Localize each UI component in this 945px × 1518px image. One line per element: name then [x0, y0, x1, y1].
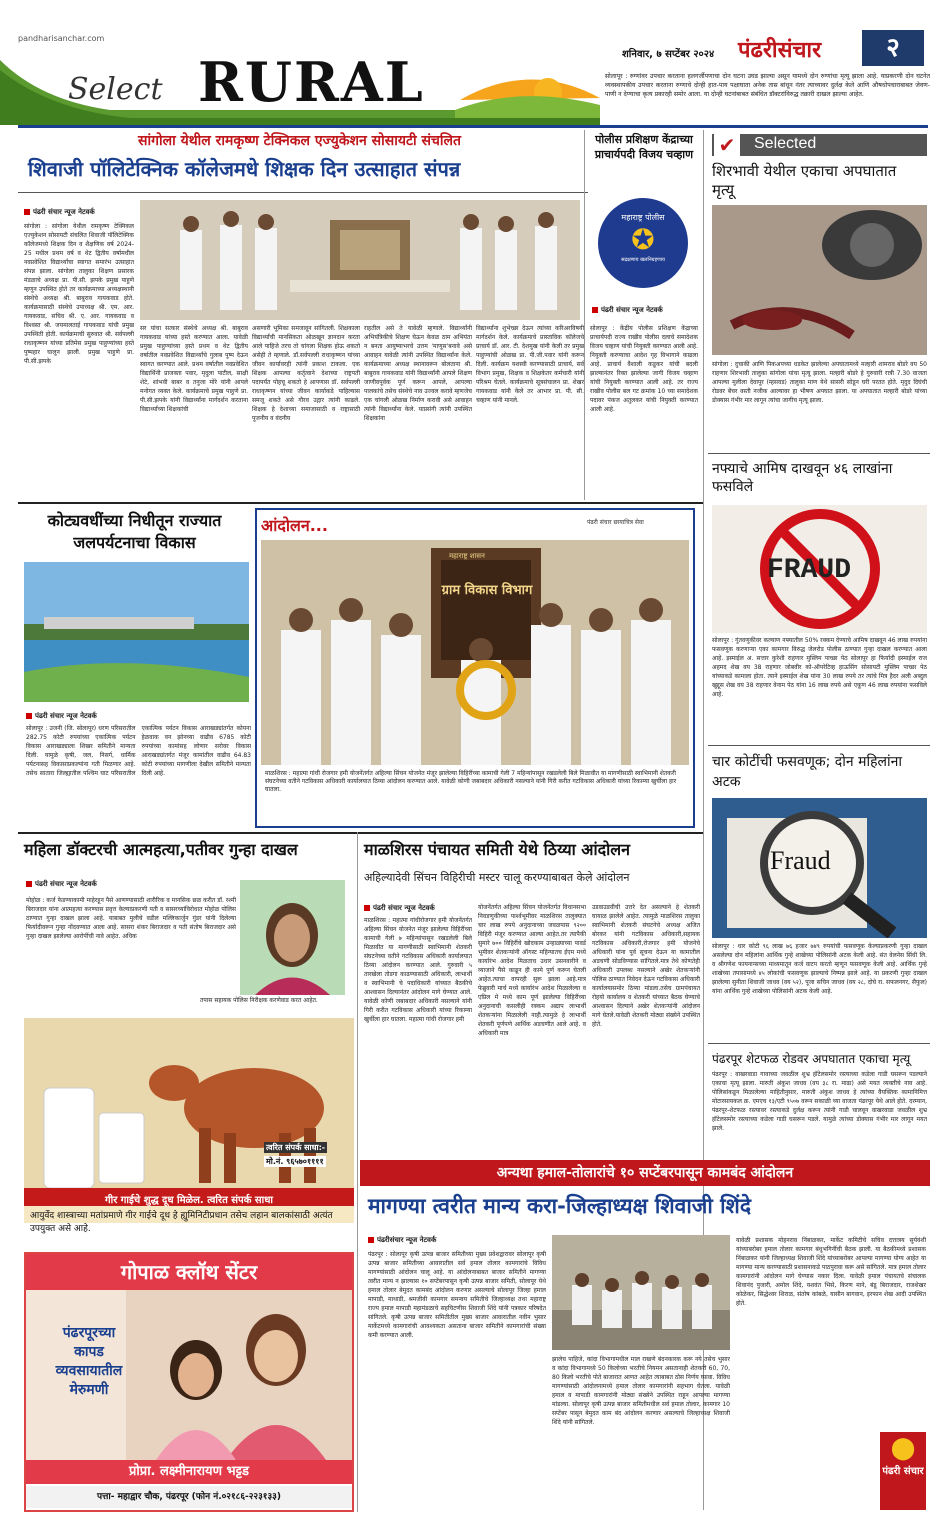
fraud2-image — [712, 798, 927, 938]
story1-col1: सांगोला : सांगोला येथील रामकृष्ण टेक्निकल एज्युकेशन सोसायटी संचलित शिवाजी पॉलिटेक्निक कॉलेजमध्ये शिक्षक दिन व शैक्षणिक वर्ष 2024-25 मधील प्रथम वर्ष व थेट द्वितीय वर्षामधील नवप्रवेशित विद्यार्थ्यांचा स्वागत समारंभ उत्साहात संपन्न झाला. सांगोला तालुका शिक्षण प्रसारक मंडळाचे अध्यक्ष प्रा. पी.सी. झपके प्रमुख पाहुणे म्हणून उपस्थित होते तर कार्यक्रमाच्या अध्यक्षस्थानी संस्थेचे अध्यक्ष श्री. बाबुराव गायकवाड होते. कार्यक्रमासाठी संस्थेचे उपाध्यक्ष श्री. एम. आर. गायकवाड, सचिव श्री. ए. आर. गायकवाड व विश्वस्त श्री. जयमालताई गायकवाड यांची प्रमुख उपस्थिती होती. कार्यक्रमाची सुरुवात श्री. सर्वपल्ली राधाकृष्णन यांच्या प्रतिमेस प्रमुख पाहुण्यांच्या हस्ते पुष्पहार घालून झाली. प्रमुख पाहुणे प्रा. पी.सी.झपके — [24, 223, 134, 365]
police-headline: पोलीस प्रशिक्षण केंद्राच्या प्राचार्यपदी विजय चव्हाण — [594, 133, 694, 161]
story1-kicker: सांगोला येथील रामकृष्ण टेक्निकल एज्युकेशन सोसायटी संचलित — [138, 133, 461, 149]
malshiras-sub: अहिल्यादेवी सिंचन विहिरीची मस्टर चालू करण्याबाबत केले आंदोलन — [364, 871, 630, 884]
doctor-byline: पंढरी संचार न्यूज नेटवर्क — [26, 880, 97, 889]
rule — [18, 192, 588, 193]
sign-main: ग्राम विकास विभाग — [441, 583, 533, 598]
top-brief: सोलापूर : रुग्णांवर उपचार करताना हलगर्जीपणाचा दोन घटना उघड झाल्या असून यामध्ये दोन रुग्णांचा मृत्यू झाला आहे. याप्रकरणी दोन घटनेत व्यवस्थापकीय उपचार करताना रुग्णाचे दोन्ही हात-पाय पक्षाघाता अनेक तास बांधून नंतर त्याच्यावर दुर्लक्ष केले आणि औषधोपचाराबाबत जेवण-पाणी न देण्याचा कृत्य प्रकारही समोर आला. या दोन्ही घटनांबाबत संबंधित डॉक्टरांविरुद्ध तक्रारी दाखल झाल्या आहेत. — [605, 73, 930, 98]
milk-banner-text: गीर गाईचे शुद्ध दूध मिळेल. त्वरित संपर्क साधा — [105, 1195, 273, 1206]
milk-mobile[interactable]: मो.नं. ९६५७०११११ — [266, 1157, 324, 1166]
andolan-caption: माळशिरस : महात्मा गांधी रोजगार हमी योजनेंतर्गत अहिल्या सिंचन योजनेत मंजूर झालेल्या विहिरींच्या कामाची गेली 7 महिन्यांपासून रखडलेली बिले मिळावीत या मागणीसाठी स्वाभिमानी शेतकरी संघटनेच्या वतीने गटविकास अधिकारी कार्यालयात ठिय्या आंदोलन करण्यात आले. यावेळी कोणी जबाबदार अधिकारी नसल्याने यांनी गिरी करीत गटविकास अधिकारी यांच्या रिकाम्या खुर्चीला हार घातला. — [265, 770, 677, 793]
jalparyatan-headline: कोट्यवधींच्या निधीतून राज्यात जलपर्यटनाचा विकास — [47, 511, 222, 552]
selected-tag — [712, 134, 927, 156]
cloth-line4: मेरुमणी — [69, 1382, 109, 1398]
page-number-text: २ — [886, 33, 900, 63]
rule — [708, 745, 930, 746]
milk-banner — [24, 1188, 354, 1206]
rule — [708, 453, 930, 454]
cloth-tagline — [34, 1324, 144, 1400]
rule — [18, 502, 703, 504]
dam-photo — [24, 562, 249, 702]
malshiras-headline: माळशिरस पंचायत समिती येथे ठिय्या आंदोलन — [364, 840, 631, 859]
cloth-line1: पंढरपूरच्या — [62, 1325, 116, 1341]
doctor-photo-caption: तपास सहायक पोलिस निरीक्षक करणेवाड करत आहेत. — [200, 997, 318, 1004]
hamal-col3: यावेळी प्रशासक मोहनराव निंबाळकर, मार्केट कमिटीचे सचिव दत्तात्रय सुर्यवंशी यांच्याबरोबर हमाल तोलार कामगार बंधुभगिनींची बैठक झाली. या बैठकीमध्ये प्रशासक निंबाळकर यांनी जिल्हाध्यक्ष शिवाजी शिंदे यांच्याबरोबर आपल्या मागण्या योग्य आहेत या मागण्या मान्य करण्यासाठी प्रशासनाकडे पाठपुरावा करू असे सांगितले. मात्र हमाल तोलार कामगारांनी आंदोलन मागे घेण्यास नकार दिला. यावेळी हमाल पंचायतचे संचालक शिवानंद पुजारी, अमोल शिंदे, यशवंत भिसे, किरण माने, बंडू बिराजदार, राजशेखर कोळेकर, सिद्धेश्वर शिराळ, संतोष कांबळे, यासीन बागवान, इरफान शेख आदी उपस्थित होते. — [736, 1237, 926, 1307]
police-star-icon: ✪ — [631, 223, 655, 256]
check-icon: ✔ — [714, 132, 740, 158]
cloth-owner-bar — [26, 1460, 352, 1484]
police-byline: पंढरी संचार न्यूज नेटवर्क — [592, 306, 663, 315]
story1-kicker-bar — [18, 130, 581, 152]
fraud1-body: सोलापूर : गुंतवणुकीवर कल्याण नफ्यातील 50% रक्कम देण्याचे आमिष दाखवून 46 लाख रुपयांना फसवणूक करणाऱ्या एका कामगार विरुद्ध जेलरोड पोलीस ठाण्यात गुन्हा दाखल करण्यात आला आहे. इस्माईल अ. सत्तार कुरेशी राहणार मुस्लिम पाच्छा पेठ सोलापूर हा फिर्यादी इस्माईल राज अहमद शेख वय 38 राहणार जोबवीर को-ऑपरेटिव्ह हाऊसिंग सोसायटी मुस्लिम पाच्छा पेठ यांच्याकडे कामाला होता. त्याने इस्माईल शेख यांना 30 लाख रुपये तर त्यांचे मित्र हैदर अली अब्दुल खुद्दूस शेख वय 38 राहणार वेनाम पेठ यांना 16 लाख रुपये असे एकूण 46 लाख रुपयांना फसविले आहे. — [712, 637, 927, 698]
story1-col4: राहतील असे ते यावेळी म्हणाले. विद्यार्थ्यांनी अभियंत्रिकीचे शिक्षण घेऊन केवळ ठाम अभियंता न बनता आयुष्याभरचे उत्तम 'माणूस'बनावे असे आवाहन यावेळी त्यांनी उपस्थित विद्यार्थ्यांना केले. कार्यक्रमाच्या अध्यक्ष स्थानावरून बोलताना श्री. बाबुराव गायकवाड यांनी विद्यार्थ्यांनी आपले शिक्षण जाणीवपूर्वक पूर्ण करून आपले, आपल्या पालकांचे तसेच संस्थेचे नाव उज्वल करावे म्हणजेच एक चांगली ओळख निर्माण करावी असे आवाहन त्यांनी विद्यार्थ्यांना केले. याप्रसंगी त्यांनी उपस्थित शिक्षकांना — [364, 325, 472, 422]
cow-image — [24, 1018, 354, 1198]
story1-headline: शिवाजी पॉलिटेक्निक कॉलेजमधे शिक्षक दिन उत्साहात संपन्न — [28, 157, 461, 181]
divider — [357, 832, 358, 1512]
milk-tagline: आयुर्वेद शास्त्राच्या मतांप्रमाणे गीर गाईचे दूध हे ह्युमिनिटीप्रधान तसेच लहान बालकांसाठी अत्यंत उपयुक्त असे आहे. — [30, 1211, 333, 1234]
hamal-kicker-bar — [360, 1160, 930, 1186]
cloth-line2: कापड — [74, 1344, 104, 1360]
corner-logo — [880, 1432, 926, 1510]
fraud1-headline: नफ्याचे आमिष दाखवून ४६ लाखांना फसविले — [712, 461, 893, 495]
police-logo-bottom: सद्रक्षणाय खलनिग्रहणाय — [621, 257, 665, 263]
page-number — [862, 30, 924, 66]
andolan-credit: पंढरी संचार छायाचित्र सेवा — [587, 519, 644, 526]
rule — [708, 1043, 930, 1044]
fraud1-image-text: FRAUD — [767, 555, 852, 586]
rule — [18, 125, 928, 128]
police-logo — [598, 198, 688, 288]
malshiras-col1: माळशिरस : महात्मा गांधीरोजगार हमी योजनेंतर्गत अहिल्या सिंचन योजनेत मंजूर झालेल्या विहिरींच्या कामाची गेली ७ महिन्यांपासून रखडलेली बिले मिळावीत या मागणीसाठी स्वाभिमानी शेतकरी संघटनेच्या वतीने गटविकास अधिकारी कार्यालयात ठिय्या आंदोलन करण्यात आले. गुरुवारी ५ तारखेला तोडगा काढण्यासाठी अधिकारी, लाभार्थी व स्वाभिमानी चे पदाधिकारी यांच्यात बैठकीचे आश्वासन दिल्यानंतर आंदोलन मागे घेण्यात आले. यावेळी कोणी जबाबदार अधिकारी नसल्याने यांनी गिरी करीत गटविकास अधिकारी यांच्या रिकाम्या खुर्चीला हार घातला. महात्मा गांधी रोजगार हमी — [364, 917, 472, 1023]
doctor-headline: महिला डॉक्टरची आत्महत्या,पतीवर गुन्हा दाखल — [24, 840, 298, 859]
cloth-ad — [24, 1252, 354, 1512]
rural-word: RURAL — [198, 50, 425, 114]
cloth-title: गोपाळ क्लॉथ सेंटर — [120, 1260, 258, 1284]
rule — [18, 832, 703, 834]
malshiras-col3: उडवाउडवीची उत्तरे देत असल्याने हे शेतकरी घायाळ झालेले आहेत. त्यामुळे माळशिरस तालुका स्वाभिमानी शेतकरी संघटनेचे अध्यक्ष अजित बोरकर यांनी गटविकास अधिकारी,सहायक गटविकास अधिकारी,रोजगार हमी योजनेचे अधिकारी यांना पूर्व सूचना देऊन या कामातील अडचणी सोडविण्यास सांगितले.मात्र तेथे कोणतेही अधिकारी उपलब्ध नसल्याने अखेर शेतकऱ्यांनी पोलिस ठाण्यात निवेदन देऊन गटविकास अधिकारी कार्यालयासमोर ठिय्या मांडला.तसेच ग्रामपंचायत रोहयो कार्यालय व शेतकरी यांच्यात बैठक घेण्याचे आश्वासन दिल्याने अखेर शेतकऱ्यांनी आंदोलन मागे घेतले.यावेळी शेतकरी मोठ्या संख्येने उपस्थित होते. — [592, 904, 700, 1028]
police-body: सोलापूर : केंद्रीय पोलीस प्रशिक्षण केंद्राच्या प्राचार्यपदी राज्य राखीव पोलीस दलाचे समादेशक विजय चव्हाण यांची नियुक्ती करण्यात आली आहे. नियुक्ती करण्याचा आदेश गृह विभागाने काढला आहे. प्राचार्य वैशाली कडूकर यांची बदली झाल्यानंतर रिक्त झालेल्या जागी विजय चव्हाण यांची नियुक्ती करण्यात आली आहे. तर राज्य राखीव पोलीस बल गट क्रमांक 10 च्या समादेशक पदावर पंकज अतुलकर यांची नियुक्ती करण्यात आली आहे. — [590, 325, 698, 413]
corner-logo-text: पंढरी संचार — [882, 1466, 924, 1477]
masthead — [0, 0, 945, 125]
fraud2-body: सोलापूर : धार कोटी ९६ लाख ७६ हजार ७४९ रुपयांची फसवणूक केल्याप्रकरणी गुन्हा दाखल असलेल्या दोन महिलांना आर्थिक गुन्हे शाखेच्या पोलिसांनी अटक केली आहे. संत वेलनेस सिंधी लि. व श्रीगणेश फायनान्सच्या माध्यमातून कर्ज वाटप करतो म्हणून फसवणूक केली आहे. आर्थिक गुन्हे शाखेच्या तपासामध्ये ४५ लोकांची फसवणूक झाल्याचे निष्पन्न झाले आहे. या प्रकरणी गुन्हा दाखल झालेल्या सुनीता शिवाजी जाधव (वय ५२), पूजा सचिन जाधव (वय २८, दोघे रा. सफलनगर, सैफुल) यांना आर्थिक गुन्हे शाखेच्या पोलिसांनी अटक केली आहे. — [712, 943, 927, 995]
andolan-box — [255, 508, 695, 828]
divider — [584, 130, 585, 500]
hamal-byline: पंढरीसंचार न्यूज नेटवर्क — [368, 1236, 436, 1245]
cloth-owner: प्रोप्रा. लक्ष्मीनारायण भट्टड — [129, 1464, 249, 1479]
story1-col3: असणारी भूमिका समजावून सांगितली. शिक्षकाला विद्यार्थ्यांची मानसिकता ओळखून ज्ञानदान करता आले पाहिजे तरच तो चांगला शिक्षक होऊ शकतो असेही ते म्हणाले. डॉ.सर्वपल्ली राधाकृष्णन यांच्या जीवन कार्यावरही त्यांनी प्रकाश टाकला. एक शिक्षक आपल्या कर्तृत्वाने देशाच्या राष्ट्रपती पदापर्यंत पोहचू शकतो हे आपणास डॉ. सर्वपल्ली राधाकृष्णन यांच्या जीवन कार्याकडे पाहिल्यास समजू शकते असे गौरव उद्गार त्यांनी काढले. शिक्षक हे देशाच्या समाजासाठी व राष्ट्रासाठी पूजनीय व वंदनीय — [252, 325, 360, 422]
story1-col2: सर यांचा सत्कार संस्थेचे अध्यक्ष श्री. बाबुराव गायकवाड यांच्या हस्ते करण्यात आला. यावेळी प्रमुख पाहुण्यांच्या हस्ते प्रथम व थेट द्वितीय वर्षातील नवप्रवेशित विद्यार्थ्यांचे गुलाब पुष्प देऊन स्वागत करण्यात आले. प्रथम वर्षातील नवप्रवेशित विद्यार्थिनी प्राजक्ता पवार, मृदुला पाटील, साक्षी शेटे, शांभवी बाबर व तनुजा मोरे यांनी आपले मनोगत व्यक्त केले. कार्यक्रमाचे प्रमुख पाहुणे प्रा. पी.सी.झपके यांनी विद्यार्थ्यांना मार्गदर्शन करताना विद्यार्थ्यांच्या शिक्षकांची — [140, 325, 248, 413]
accident2-headline: पंढरपूर शेटफळ रोडवर अपघातात एकाचा मृत्यू — [712, 1052, 911, 1066]
malshiras-col2: योजनेंतर्गत अहिल्या सिंचन योजनेंतर्गत विधानसभा निवडणुकीच्या पार्श्वभूमीवर माळशिरस तालुक्यात चार लाख रुपये अनुदानाच्या जवळपास ९२०० विहिरी मंजूर करण्यात आल्या आहेत.तर त्यापैकी सुमारे ७०० विहिरींचे खोदकाम उन्हाळ्याच्या पावर्ड भूमीवर शेतकऱ्यांनी ऑगस्ट महिन्यातच ईएम मध्ये कार्यारंभ आदेश मिळताच उधार उसनवारीने व व्याजाने पैसे काढून ही कामे पूर्ण करून घेतली आहेत.त्याचा वापरही सुरू झाला आहे.मात्र फेब्रुवारी मार्च मध्ये कार्यारंभ आदेश मिळालेल्या व एप्रिल मे मध्ये काम पूर्ण झालेल्या विहिरींच्या अनुदानाची कसलीही रक्कम अद्याप लाभार्थी शेतकऱ्यांना मिळालेली नाही.त्यामुळे हे लाभार्थी शेतकरी पूर्णपणे आर्थिक अडचणीत आले आहे. व अधिकारी मात्र — [478, 904, 586, 1037]
cloth-address: पत्ता- महाद्वार चौक, पंढरपूर (फोन नं.०२१८६-२२३१३३) — [26, 1486, 352, 1508]
andolan-photo — [261, 540, 689, 765]
fraud2-headline: चार कोटींची फसवणूक; दोन महिलांना अटक — [712, 754, 903, 790]
doctor-photo — [240, 880, 345, 995]
doctor-body: मोहोळ : कर्ज फेडण्याकामी माहेरहून पैसे आणण्यासाठी शारीरिक व मानसिक छळ करीत डॉ. रश्मी बिराजदार यांना आत्महत्या करण्यास प्रवृत्त केल्याप्रकरणी पती व सासरच्यांविरोधात मोहोळ पोलिस ठाण्यात गुन्हा दाखल झाला आहे. याबाबत मुलीचे वडील मल्लिकार्जुन गुंडर यांनी दिलेल्या फिर्यादीवरून गुन्हा नोंदवण्यात आला आहे. सासरा शंकर बिराजदार व पती संतोष बिराजदार असे गुन्हा दाखल झालेल्या आरोपींची नावे आहेत. अधिक — [26, 897, 236, 940]
milk-contact-label: त्वरित संपर्क साधा:- — [266, 1143, 326, 1152]
hamal-photo — [552, 1235, 730, 1350]
location-pin-icon: ⬤ — [890, 1436, 916, 1461]
hamal-headline: मागण्या त्वरीत मान्य करा-जिल्हाध्यक्ष शिवाजी शिंदे — [368, 1194, 751, 1218]
accident2-body: पंढरपूर : वाखरवाडा गावाच्या जवळील शुभ्र हॉटेलसमोर रस्त्याच्या कडेला गाडी घसरून पडल्याने एकाचा मृत्यू झाला. मारुती अंकुश जाधव (वय ३८ रा. माढा) असे मयत व्यक्तीचे नाव आहे. पोलिसांकडून मिळालेल्या माहितीनुसार, मारुती अंकुश जाधव हे त्यांच्या वैयक्तिक कामानिमित्त मोटारसायकल क्र. एमएच १३/एटी ९५०७ वरून सकाळी च्या वाजता पंढरपूर येथे आले होते. दरम्यान, पंढरपूर-शेटफळ रस्त्यावर रस्त्याकडे दुर्लक्ष करून त्यांनी गाडी चालवून वाखरवाडा जवळील शुभ्र हॉटेलसमोर रस्त्याच्या कडेला गाडी घसरून पडले. यामुळे त्यांच्या डोक्यास गंभीर मार लागून मयत झाले. — [712, 1071, 927, 1132]
jalparyatan-body: सोलापूर : उजनी (जि. सोलापूर) धरण परिसरातील 282.75 कोटी रुपयांच्या एकात्मिक पर्यटन विकास आराखड्याला शिखर समितीने मान्यता दिली. यामुळे कृषी, जल, निसर्ग, धार्मिक पर्यटनासह विकासाप्रकल्पांना गती मिळणार आहे. तसेच सातारा जिल्ह्यातील पश्चिम घाट परिसरातील एकात्मिक पर्यटन विकास आराखड्यांतर्गत कोयना हेळवाक वन झोनच्या वाढीव 6785 कोटी रुपयांच्या कामांसह लोणार सरोवर विकास आराखड्यांतर्गत मंजूर कामांतील वाढीव 64.83 कोटी रुपयांच्या मागणीला देखील समितीने मान्यता दिली आहे. — [26, 725, 251, 777]
police-logo-top: महाराष्ट्र पोलीस — [621, 213, 665, 222]
selected-body: सांगोला : दुचाकी आणि पिकअपच्या धडकेत झालेल्या अपघातामध्ये मल्हारी शामराव बोडरे वय 50 राहणार शिरभावी तालुका सांगोला यांचा मृत्यू झाला. मल्हारी बोडरे हे गुरुवारी रात्री 7.30 वाजता आपल्या मुलीला देवापूर (म्हसवड) तालुका माण येथे सासरी सोडून घरी परतत होते. मृदुद दिघंची रोडवर बेंचर वस्ती नजीक आल्यावर हा भीषण अपघात झाला. या अपघातात मल्हारी बोडरे यांच्या डोक्यास गंभीर मार लागून त्यांचा जागीच मृत्यू झाला. — [712, 361, 927, 404]
selected-headline: शिरभावी येथील एकाचा अपघातात मृत्यू — [712, 162, 897, 199]
hamal-col1: पंढरपूर : सोलापूर कृषी उत्पन्न बाजार समितीच्या मुख्य प्रवेशद्वारावर सोलापूर कृषी उत्पन्न बाजार समितीच्या आवारातील सर्व हमाल तोलार कामगारांचे विविध मागण्यांसाठी आंदोलन चालू आहे. या आंदोलनाबाबत बाजार समितीने मागण्या त्वरीत मान्य न झाल्यास १० सप्टेंबरपासून कृषी उत्पन्न बाजार समिती, सोलापूर येथे हमाल तोलार बेमुदत कामबंद आंदोलन करणार असल्याचे सोलापूर जिल्हा हमाल मापाडी, माथाडी, श्रमजीवी कामगार समन्वय समितीचे जिल्हाध्यक्ष तथा महाराष्ट्र राज्य हमाल मापाडी महामंडळाचे सहचिटणीस शिवाजी शिंदे यांनी पत्रकार परिषदेत सांगितले. कृषी उत्पन्न बाजार समितीतील मुख्य बाजार आवारातील नवीन भुसार मार्केटमध्ये कामगारांची आवश्यकता असताना बाजार समितीने कामगारांची संख्या कमी करण्यात आली. — [368, 1251, 546, 1339]
story1-col5: विद्यार्थ्यांना शुभेच्छा देऊन त्यांच्या करिअरविषयी मार्गदर्शन केले. कार्यक्रमाचे प्रास्ताविक कॉलेजचे प्राचार्य डॉ. आर. टी. देशमुख यांनी केली तर प्रमुख पाहुण्यांची ओळख प्रा. पी.जी.पवार यांनी करून दिली. कार्यक्रम यशस्वी करण्यासाठी प्राचार्य, सर्व विभाग प्रमुख, शिक्षक व शिक्षकेतर कर्मचारी यांनी परिश्रम घेतले. कार्यक्रमाचे सूत्रसंचालन प्रा. शेखर गायकवाड यांनी केले तर आभार प्रा. पी. सी. चव्हाण यांनी मानले. — [476, 325, 584, 404]
selected-label: Selected — [754, 135, 817, 152]
select-word: Select — [68, 72, 163, 107]
malshiras-byline: पंढरी संचार न्यूज नेटवर्क — [364, 904, 435, 913]
story1-photo — [140, 200, 580, 320]
milk-ad — [24, 1018, 354, 1223]
cloth-title-bar — [26, 1254, 352, 1290]
paper-name: पंढरीसंचार — [738, 38, 822, 63]
sign-top: महाराष्ट्र शासन — [449, 552, 485, 560]
accident-photo — [712, 205, 927, 355]
cloth-line3: व्यवसायातील — [55, 1363, 123, 1379]
fraud1-image — [712, 505, 927, 633]
fraud2-image-text: Fraud — [770, 846, 831, 875]
hamal-kicker: अन्यथा हमाल-तोलारांचे १० सप्टेंबरपासून कामबंद आंदोलन — [496, 1165, 794, 1181]
jalparyatan-byline: पंढरी संचार न्यूज नेटवर्क — [26, 712, 97, 721]
andolan-title: आंदोलन... — [261, 516, 328, 535]
issue-date: शनिवार, ७ सप्टेंबर २०२४ — [622, 49, 715, 60]
site-url[interactable]: pandharisanchar.com — [18, 34, 105, 43]
story1-byline: पंढरी संचार न्यूज नेटवर्क — [24, 208, 95, 217]
hamal-col2: झालेच पाहिजे, कांदा विभागामधील माल राखणे बंदनकारक करू नये तसेच भुसार व कांदा विभागामध्ये 50 किलोच्या भरतीचे नियमन असतानाही शेतकरी 60, 70, 80 किलो भरतीचे पोते बाजारात आणत आहेत त्याबाबत ठोस निर्णय घ्यावा. विविध मागण्यांसाठी आंदोलनामध्ये हमाल तोलार कामगारांनी सहभाग घेतला. यावेळी हमाल व मापाडी कामगारांनी मोठ्या संख्येने उपस्थित राहून आपल्या मागण्या मांडल्या. सोलापूर कृषी उत्पन्न बाजार समितीमधील सर्व हमाल तोलार, कामगार 10 सप्टेंबर पासून बेमुदत काम बंद आंदोलन करणार असल्याचे जिल्हाध्यक्ष शिवाजी शिंदे यांनी सांगितले. — [552, 1356, 730, 1426]
